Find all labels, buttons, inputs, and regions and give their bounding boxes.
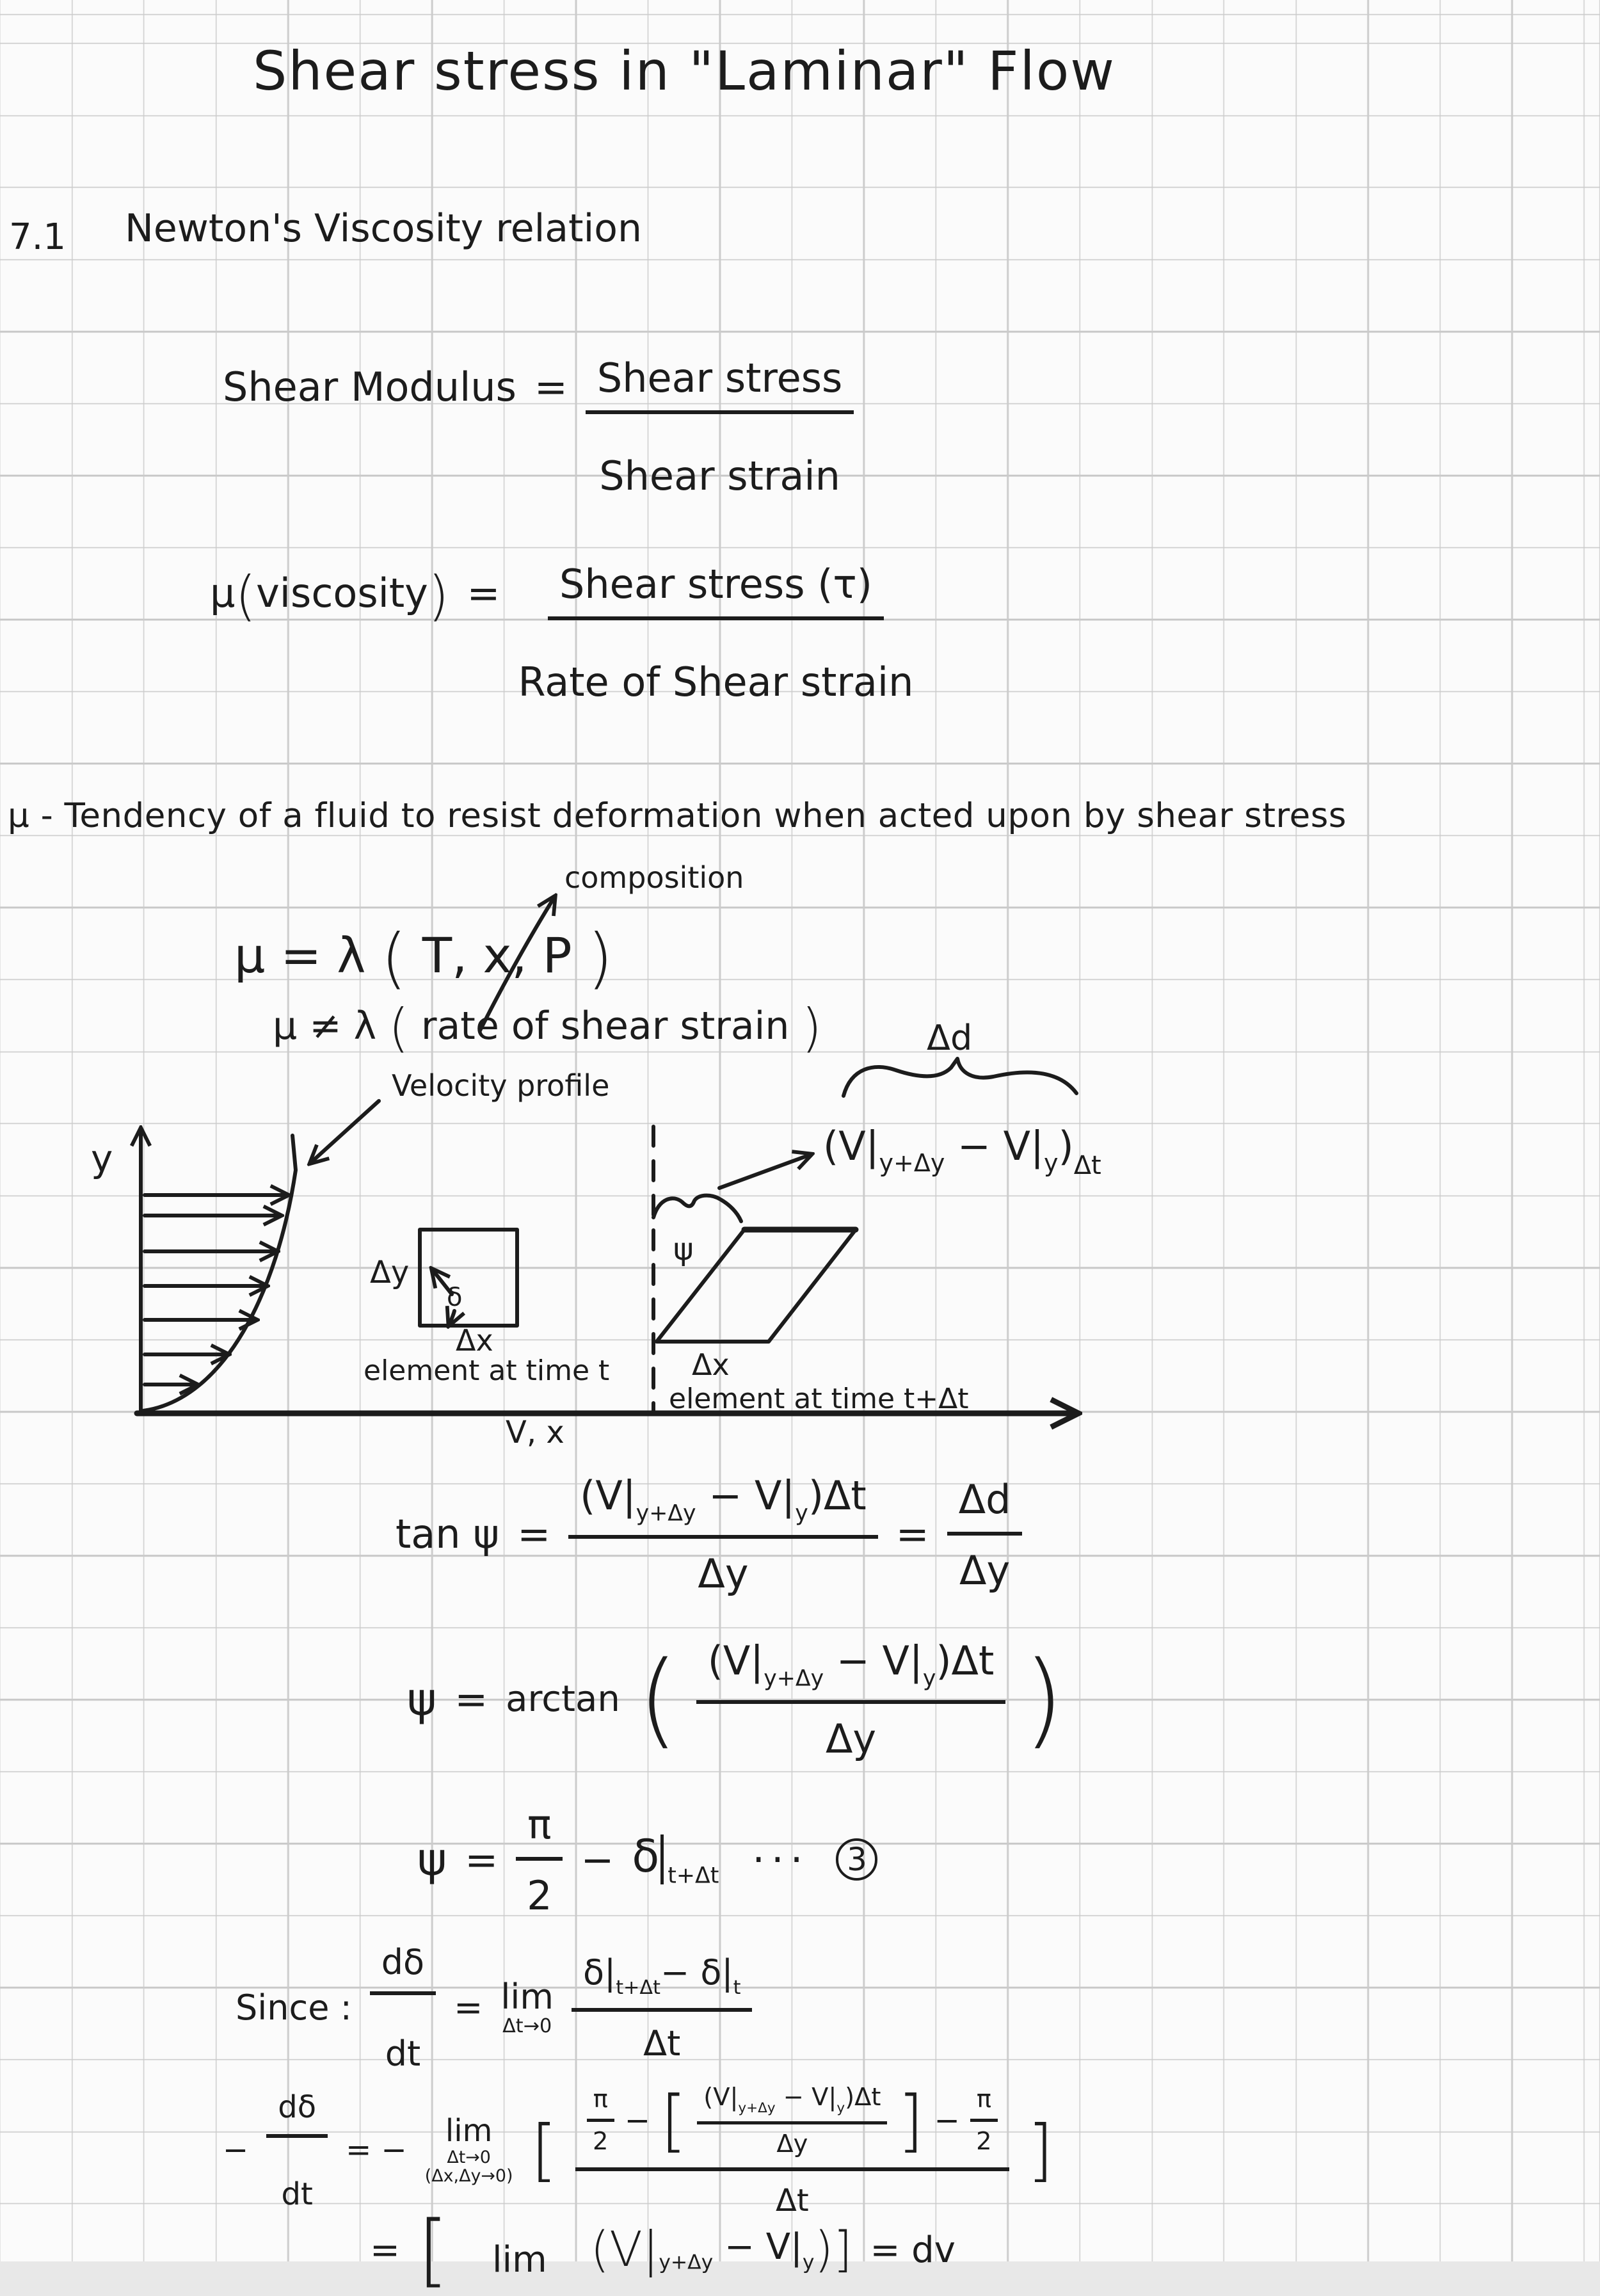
fraction-numerator: dδ xyxy=(266,2088,328,2138)
fraction-denominator: Δy xyxy=(698,1550,749,1598)
pi-half-fraction xyxy=(970,2085,998,2156)
close-paren: ) xyxy=(801,998,822,1059)
equals-sign: = xyxy=(454,1987,483,2028)
fraction xyxy=(696,1636,1006,1762)
fraction-numerator xyxy=(696,1636,1006,1704)
num-open: (V| xyxy=(580,1472,636,1519)
equals-sign: = xyxy=(370,2229,400,2272)
num-sub2: y xyxy=(836,2099,845,2116)
delta-symbol: δ xyxy=(632,1830,660,1883)
close-paren: ) xyxy=(428,564,449,627)
psi-label: ψ xyxy=(673,1232,694,1267)
composition-label: composition xyxy=(564,860,744,895)
equation-args: rate of shear strain xyxy=(420,1004,790,1048)
fraction xyxy=(586,353,854,499)
element-time-t-label: element at time t xyxy=(364,1354,610,1387)
element-time-t-dt-label: element at time t+Δt xyxy=(669,1383,969,1415)
arctan-equation: ψ = arctan ( $\frac{(V|_{y+\Delta y} - V|_y)\Delta t}{\Delta y}$ ) xyxy=(407,1637,1064,1763)
lhs-word: viscosity xyxy=(256,570,428,616)
pi-symbol: π xyxy=(587,2085,614,2122)
velocity-profile-pointer-arrow xyxy=(311,1101,379,1162)
fraction-numerator: π xyxy=(516,1800,563,1861)
lim-text: lim xyxy=(492,2239,547,2281)
num-b: − δ| xyxy=(660,1952,733,1993)
arctan-function: arctan xyxy=(506,1678,620,1721)
fraction-numerator xyxy=(568,1471,878,1539)
num-sub2: y xyxy=(922,1666,936,1692)
velocity-profile-diagram xyxy=(64,999,1126,1475)
fraction-denominator: Δy xyxy=(825,1715,877,1763)
fraction-denominator: Rate of Shear strain xyxy=(518,659,914,705)
psi-pi-half-equation xyxy=(417,1800,877,1919)
equals-sign: = − xyxy=(346,2131,407,2168)
delta-d-brace xyxy=(844,1059,1076,1096)
num-close: )Δt xyxy=(845,2083,881,2112)
fraction xyxy=(370,1941,436,2074)
num-sub2: y xyxy=(795,1500,808,1527)
dy-label: Δy xyxy=(370,1255,410,1290)
minus-sign: − xyxy=(580,1836,614,1883)
equation-lhs: μ ≠ λ xyxy=(273,1004,377,1048)
num-sub1: y+Δy xyxy=(636,1500,696,1527)
velocity-difference-term xyxy=(590,2221,852,2278)
minus-sign: − xyxy=(624,2102,651,2139)
page-title: Shear stress in "Laminar" Flow xyxy=(253,40,1116,102)
equals-sign: = xyxy=(517,1511,551,1558)
fraction xyxy=(947,1475,1023,1594)
delta-label: δ xyxy=(447,1283,463,1312)
num-mid: − V| xyxy=(775,2083,837,2112)
pi-denominator: 2 xyxy=(593,2127,609,2156)
fraction-denominator: Δt xyxy=(643,2023,681,2064)
equation-lhs: ψ xyxy=(417,1833,447,1886)
negative-ddelta-limit-equation: − $\frac{d\delta}{dt}$ = − lim Δt→0 (Δx,Δy→0) [ $\frac{\pi}{2}$ − [ $\frac{(V|_{y+\Delta y} - V|_y)\Delta t}{\Delta y}$ ] − $\frac{\pi}{2}$ Δt ] xyxy=(223,2080,1054,2219)
term-sub1: y+Δy xyxy=(659,2251,714,2275)
mu-function-equation xyxy=(234,920,613,997)
fraction-numerator xyxy=(697,2083,887,2124)
fraction xyxy=(518,559,914,705)
equation-lhs: tan ψ xyxy=(396,1511,500,1558)
x-axis-label: V, x xyxy=(506,1415,564,1450)
lim-condition-2: (Δx,Δy→0) xyxy=(424,2166,513,2187)
evaluation-subscript: t+Δt xyxy=(668,1863,719,1889)
delta-d-label: Δd xyxy=(927,1018,973,1058)
equation-lhs: μ = λ xyxy=(234,927,366,984)
evaluation-bar xyxy=(660,1834,664,1884)
num-a: δ| xyxy=(582,1952,616,1993)
fraction-denominator: Δt xyxy=(775,2182,809,2219)
term-sub2: y xyxy=(802,2251,815,2275)
equation-tail: = dv xyxy=(870,2229,956,2272)
num-sub1: y+Δy xyxy=(764,1666,824,1692)
num-close: )Δt xyxy=(936,1637,995,1684)
equals-sign: = xyxy=(454,1676,488,1723)
fraction-numerator: Δd xyxy=(947,1475,1023,1536)
term-close: )] xyxy=(814,2221,852,2278)
since-limit-equation xyxy=(236,1941,752,2074)
term-open: (V| xyxy=(590,2221,659,2278)
expression-pointer-arrow xyxy=(719,1155,810,1188)
fraction xyxy=(568,1471,878,1597)
fraction-numerator: Shear stress xyxy=(586,353,854,414)
num-mid: − V| xyxy=(824,1637,923,1684)
num-sub1: y+Δy xyxy=(738,2099,776,2116)
pi-denominator: 2 xyxy=(976,2127,992,2156)
velocity-profile-curve xyxy=(143,1136,296,1411)
lim-text: lim xyxy=(500,1976,554,2017)
minus-sign: − xyxy=(223,2131,249,2168)
viscosity-equation xyxy=(210,559,913,705)
since-label: Since : xyxy=(236,1987,352,2028)
limit-operator xyxy=(492,2240,547,2280)
minus-sign: − xyxy=(934,2102,960,2139)
open-paren: ( xyxy=(235,564,257,627)
num-sub1: t+Δt xyxy=(616,1977,660,2000)
fraction-numerator: $\frac{\pi}{2}$ − [ $\frac{(V|_{y+\Delta y} - V|_y)\Delta t}{\Delta y}$ ] − $\frac{\pi}{2}$ xyxy=(575,2082,1009,2171)
equation-number-badge: 3 xyxy=(836,1838,877,1880)
num-sub2: t xyxy=(733,1977,741,2000)
delta-term xyxy=(632,1830,719,1888)
dx-label-left: Δx xyxy=(456,1323,493,1358)
num-close: )Δt xyxy=(808,1472,867,1519)
equals-sign: = xyxy=(534,364,568,410)
pi-symbol: π xyxy=(970,2085,998,2122)
fluid-element-square xyxy=(420,1230,517,1326)
equals-sign: = xyxy=(465,1836,499,1883)
equation-lhs xyxy=(210,559,449,627)
num-open: (V| xyxy=(703,2083,739,2112)
mu-symbol: μ xyxy=(210,570,236,616)
equation-lhs: ψ xyxy=(407,1673,437,1726)
fraction-denominator: Shear strain xyxy=(599,453,840,499)
velocity-profile-label: Velocity profile xyxy=(392,1068,610,1103)
lim-condition: Δt→0 xyxy=(502,2015,552,2038)
expr-open: (V| xyxy=(823,1123,879,1169)
equals-sign: = xyxy=(895,1511,929,1558)
fraction xyxy=(572,1951,752,2064)
equation-args: T, x, P xyxy=(422,927,572,984)
fraction xyxy=(516,1800,563,1919)
psi-brace xyxy=(653,1196,741,1221)
fraction-denominator: 2 xyxy=(527,1872,552,1919)
num-open: (V| xyxy=(707,1637,764,1684)
equation-lhs: Shear Modulus xyxy=(223,364,516,410)
num-mid: − V| xyxy=(696,1472,796,1519)
delta-angle-arrow-down xyxy=(449,1311,454,1324)
dx-label-right: Δx xyxy=(692,1347,730,1382)
section-title: Newton's Viscosity relation xyxy=(125,206,642,251)
ellipsis-dots: ··· xyxy=(752,1836,810,1883)
limit-operator xyxy=(500,1978,554,2037)
fraction-denominator: Δy xyxy=(959,1546,1011,1594)
expr-mid: − V| xyxy=(945,1123,1044,1169)
pi-half-fraction xyxy=(587,2085,614,2156)
expr-sub3: Δt xyxy=(1073,1151,1101,1180)
equals-sign: = xyxy=(467,570,500,616)
velocity-fraction xyxy=(697,2083,887,2158)
shear-modulus-equation xyxy=(223,353,854,499)
fraction-denominator: dt xyxy=(281,2176,313,2212)
open-paren: ( xyxy=(388,998,409,1059)
close-paren: ) xyxy=(587,920,613,997)
fraction-denominator: dt xyxy=(385,2034,421,2074)
limit-operator xyxy=(425,2114,513,2186)
mu-definition-note: μ - Tendency of a fluid to resist deformation when acted upon by shear stress xyxy=(8,796,1347,835)
fraction xyxy=(266,2088,328,2212)
outer-fraction xyxy=(575,2082,1009,2219)
lim-condition-1: Δt→0 xyxy=(447,2147,491,2167)
fraction-numerator: dδ xyxy=(370,1941,436,1995)
expr-close: ) xyxy=(1058,1123,1074,1169)
term-mid: − V| xyxy=(713,2226,803,2268)
lim-text: lim xyxy=(445,2112,493,2149)
expr-sub1: y+Δy xyxy=(879,1149,945,1177)
expr-sub2: y xyxy=(1043,1149,1059,1177)
velocity-difference-expression xyxy=(823,1123,1101,1180)
tan-psi-equation xyxy=(396,1471,1022,1597)
fraction-numerator: Shear stress (τ) xyxy=(548,559,884,620)
open-paren: ( xyxy=(381,920,407,997)
section-number: 7.1 xyxy=(9,216,67,258)
fraction-denominator: Δy xyxy=(776,2129,808,2158)
y-axis-label: y xyxy=(91,1137,113,1180)
fraction-numerator xyxy=(572,1951,752,2012)
partial-cutoff-equation: = [ lim $(V|_{y+\Delta y} - V|_y)$] = dv xyxy=(370,2204,956,2296)
